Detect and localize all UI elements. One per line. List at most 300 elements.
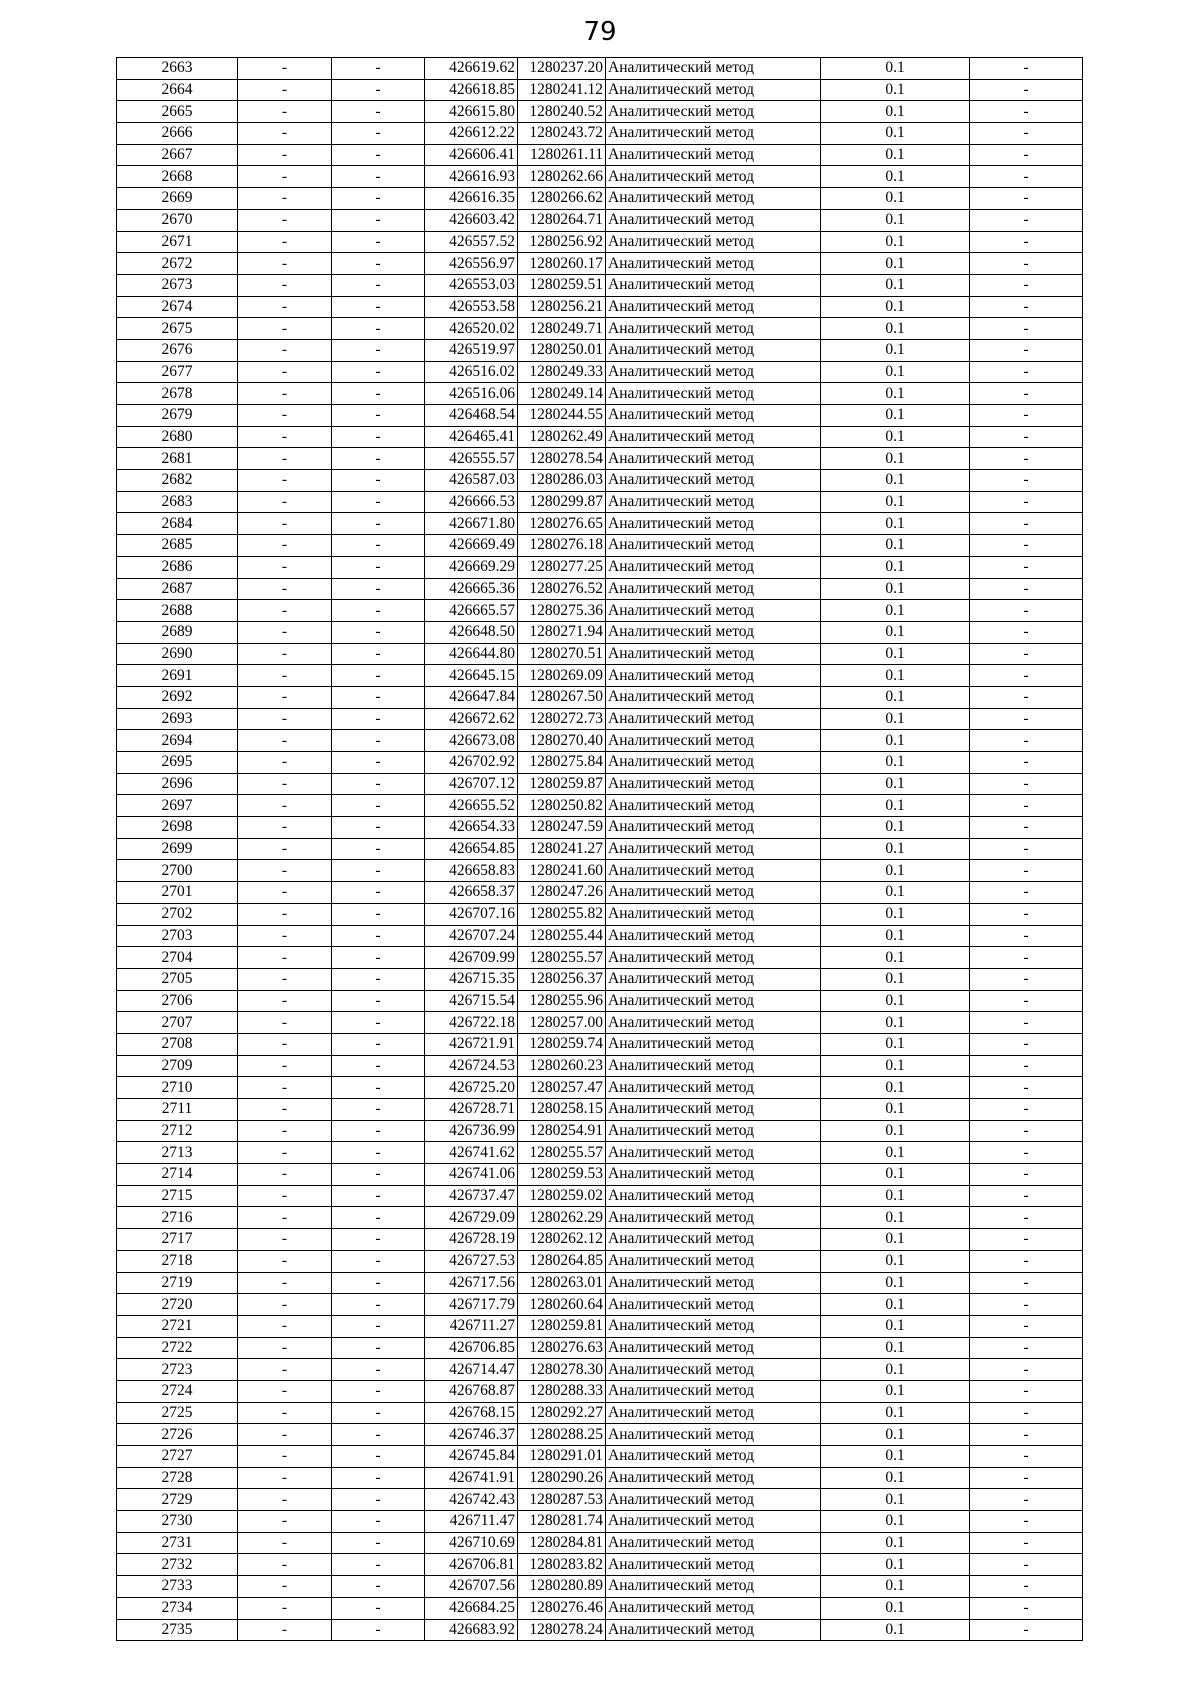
point-number-cell: 2723: [117, 1359, 238, 1381]
y-coordinate-cell: 1280255.57: [518, 947, 606, 969]
page-number: 79: [583, 17, 617, 47]
method-cell: Аналитический метод: [606, 817, 821, 839]
dash-cell: -: [238, 643, 332, 665]
x-coordinate-cell: 426736.99: [425, 1120, 518, 1142]
dash-cell: -: [238, 578, 332, 600]
x-coordinate-cell: 426655.52: [425, 795, 518, 817]
point-number-cell: 2699: [117, 838, 238, 860]
table-row: [117, 1446, 1083, 1468]
point-number-cell: 2691: [117, 665, 238, 687]
dash-cell: -: [970, 1380, 1083, 1402]
accuracy-cell: 0.1: [821, 339, 970, 361]
point-number-cell: 2679: [117, 405, 238, 427]
x-coordinate-cell: 426707.16: [425, 903, 518, 925]
y-coordinate-cell: 1280259.87: [518, 773, 606, 795]
y-coordinate-cell: 1280260.17: [518, 253, 606, 275]
dash-cell: -: [970, 448, 1083, 470]
dash-cell: -: [238, 1294, 332, 1316]
y-coordinate-cell: 1280249.33: [518, 361, 606, 383]
y-coordinate-cell: 1280275.36: [518, 600, 606, 622]
x-coordinate-cell: 426669.29: [425, 556, 518, 578]
table-row: [117, 535, 1083, 557]
x-coordinate-cell: 426714.47: [425, 1359, 518, 1381]
dash-cell: -: [970, 1120, 1083, 1142]
y-coordinate-cell: 1280272.73: [518, 708, 606, 730]
y-coordinate-cell: 1280299.87: [518, 491, 606, 513]
method-cell: Аналитический метод: [606, 838, 821, 860]
dash-cell: -: [332, 795, 425, 817]
point-number-cell: 2709: [117, 1055, 238, 1077]
dash-cell: -: [970, 1012, 1083, 1034]
dash-cell: -: [332, 1532, 425, 1554]
dash-cell: -: [238, 79, 332, 101]
accuracy-cell: 0.1: [821, 426, 970, 448]
x-coordinate-cell: 426553.58: [425, 296, 518, 318]
accuracy-cell: 0.1: [821, 231, 970, 253]
method-cell: Аналитический метод: [606, 58, 821, 80]
dash-cell: -: [970, 58, 1083, 80]
dash-cell: -: [332, 1619, 425, 1641]
x-coordinate-cell: 426742.43: [425, 1489, 518, 1511]
point-number-cell: 2704: [117, 947, 238, 969]
method-cell: Аналитический метод: [606, 296, 821, 318]
y-coordinate-cell: 1280280.89: [518, 1576, 606, 1598]
table-row: [117, 817, 1083, 839]
accuracy-cell: 0.1: [821, 578, 970, 600]
y-coordinate-cell: 1280254.91: [518, 1120, 606, 1142]
dash-cell: -: [238, 339, 332, 361]
point-number-cell: 2700: [117, 860, 238, 882]
coordinates-table: [116, 57, 1083, 1641]
table-row: [117, 123, 1083, 145]
x-coordinate-cell: 426587.03: [425, 470, 518, 492]
accuracy-cell: 0.1: [821, 296, 970, 318]
dash-cell: -: [970, 686, 1083, 708]
accuracy-cell: 0.1: [821, 708, 970, 730]
point-number-cell: 2712: [117, 1120, 238, 1142]
dash-cell: -: [970, 773, 1083, 795]
dash-cell: -: [970, 470, 1083, 492]
x-coordinate-cell: 426745.84: [425, 1446, 518, 1468]
dash-cell: -: [332, 925, 425, 947]
table-row: [117, 1229, 1083, 1251]
method-cell: Аналитический метод: [606, 513, 821, 535]
y-coordinate-cell: 1280276.65: [518, 513, 606, 535]
dash-cell: -: [332, 773, 425, 795]
accuracy-cell: 0.1: [821, 860, 970, 882]
dash-cell: -: [238, 1532, 332, 1554]
table-row: [117, 578, 1083, 600]
x-coordinate-cell: 426728.71: [425, 1099, 518, 1121]
dash-cell: -: [970, 1532, 1083, 1554]
dash-cell: -: [970, 426, 1083, 448]
dash-cell: -: [332, 1120, 425, 1142]
point-number-cell: 2668: [117, 166, 238, 188]
table-row: [117, 209, 1083, 231]
accuracy-cell: 0.1: [821, 1033, 970, 1055]
dash-cell: -: [332, 144, 425, 166]
point-number-cell: 2706: [117, 990, 238, 1012]
dash-cell: -: [238, 947, 332, 969]
point-number-cell: 2681: [117, 448, 238, 470]
table-row: [117, 1294, 1083, 1316]
y-coordinate-cell: 1280291.01: [518, 1446, 606, 1468]
table-row: [117, 643, 1083, 665]
dash-cell: -: [238, 903, 332, 925]
point-number-cell: 2724: [117, 1380, 238, 1402]
table-row: [117, 1033, 1083, 1055]
table-row: [117, 1185, 1083, 1207]
y-coordinate-cell: 1280275.84: [518, 752, 606, 774]
table-row: [117, 621, 1083, 643]
x-coordinate-cell: 426709.99: [425, 947, 518, 969]
accuracy-cell: 0.1: [821, 1077, 970, 1099]
dash-cell: -: [238, 1576, 332, 1598]
dash-cell: -: [332, 990, 425, 1012]
dash-cell: -: [238, 1142, 332, 1164]
accuracy-cell: 0.1: [821, 773, 970, 795]
dash-cell: -: [970, 383, 1083, 405]
accuracy-cell: 0.1: [821, 730, 970, 752]
y-coordinate-cell: 1280255.57: [518, 1142, 606, 1164]
dash-cell: -: [238, 925, 332, 947]
table-row: [117, 686, 1083, 708]
x-coordinate-cell: 426553.03: [425, 274, 518, 296]
table-row: [117, 925, 1083, 947]
point-number-cell: 2719: [117, 1272, 238, 1294]
y-coordinate-cell: 1280263.01: [518, 1272, 606, 1294]
method-cell: Аналитический метод: [606, 1315, 821, 1337]
y-coordinate-cell: 1280288.33: [518, 1380, 606, 1402]
x-coordinate-cell: 426768.87: [425, 1380, 518, 1402]
x-coordinate-cell: 426741.06: [425, 1164, 518, 1186]
y-coordinate-cell: 1280249.14: [518, 383, 606, 405]
table-row: [117, 470, 1083, 492]
method-cell: Аналитический метод: [606, 665, 821, 687]
dash-cell: -: [332, 513, 425, 535]
dash-cell: -: [970, 817, 1083, 839]
dash-cell: -: [332, 838, 425, 860]
y-coordinate-cell: 1280284.81: [518, 1532, 606, 1554]
accuracy-cell: 0.1: [821, 968, 970, 990]
y-coordinate-cell: 1280292.27: [518, 1402, 606, 1424]
method-cell: Аналитический метод: [606, 1337, 821, 1359]
point-number-cell: 2672: [117, 253, 238, 275]
method-cell: Аналитический метод: [606, 405, 821, 427]
dash-cell: -: [238, 470, 332, 492]
dash-cell: -: [332, 535, 425, 557]
point-number-cell: 2665: [117, 101, 238, 123]
x-coordinate-cell: 426647.84: [425, 686, 518, 708]
dash-cell: -: [238, 600, 332, 622]
dash-cell: -: [238, 1012, 332, 1034]
dash-cell: -: [332, 1489, 425, 1511]
accuracy-cell: 0.1: [821, 123, 970, 145]
method-cell: Аналитический метод: [606, 361, 821, 383]
dash-cell: -: [332, 968, 425, 990]
point-number-cell: 2686: [117, 556, 238, 578]
accuracy-cell: 0.1: [821, 1532, 970, 1554]
dash-cell: -: [238, 1511, 332, 1533]
dash-cell: -: [970, 405, 1083, 427]
dash-cell: -: [332, 209, 425, 231]
table-row: [117, 730, 1083, 752]
accuracy-cell: 0.1: [821, 1142, 970, 1164]
table-row: [117, 274, 1083, 296]
y-coordinate-cell: 1280260.64: [518, 1294, 606, 1316]
method-cell: Аналитический метод: [606, 752, 821, 774]
dash-cell: -: [238, 686, 332, 708]
x-coordinate-cell: 426741.91: [425, 1467, 518, 1489]
dash-cell: -: [238, 1033, 332, 1055]
dash-cell: -: [238, 1272, 332, 1294]
method-cell: Аналитический метод: [606, 318, 821, 340]
x-coordinate-cell: 426648.50: [425, 621, 518, 643]
dash-cell: -: [238, 1619, 332, 1641]
table-row: [117, 882, 1083, 904]
table-row: [117, 600, 1083, 622]
table-row: [117, 1576, 1083, 1598]
dash-cell: -: [238, 491, 332, 513]
y-coordinate-cell: 1280247.26: [518, 882, 606, 904]
table-row: [117, 1511, 1083, 1533]
dash-cell: -: [970, 838, 1083, 860]
dash-cell: -: [970, 339, 1083, 361]
point-number-cell: 2727: [117, 1446, 238, 1468]
dash-cell: -: [970, 209, 1083, 231]
accuracy-cell: 0.1: [821, 58, 970, 80]
y-coordinate-cell: 1280259.81: [518, 1315, 606, 1337]
dash-cell: -: [970, 556, 1083, 578]
dash-cell: -: [332, 578, 425, 600]
x-coordinate-cell: 426683.92: [425, 1619, 518, 1641]
method-cell: Аналитический метод: [606, 578, 821, 600]
method-cell: Аналитический метод: [606, 231, 821, 253]
x-coordinate-cell: 426658.37: [425, 882, 518, 904]
dash-cell: -: [238, 1250, 332, 1272]
x-coordinate-cell: 426644.80: [425, 643, 518, 665]
y-coordinate-cell: 1280241.27: [518, 838, 606, 860]
dash-cell: -: [332, 1272, 425, 1294]
x-coordinate-cell: 426671.80: [425, 513, 518, 535]
x-coordinate-cell: 426618.85: [425, 79, 518, 101]
dash-cell: -: [970, 535, 1083, 557]
table-row: [117, 405, 1083, 427]
dash-cell: -: [970, 101, 1083, 123]
method-cell: Аналитический метод: [606, 1207, 821, 1229]
point-number-cell: 2710: [117, 1077, 238, 1099]
x-coordinate-cell: 426707.12: [425, 773, 518, 795]
dash-cell: -: [238, 1120, 332, 1142]
table-row: [117, 773, 1083, 795]
table-row: [117, 556, 1083, 578]
dash-cell: -: [238, 621, 332, 643]
dash-cell: -: [238, 795, 332, 817]
point-number-cell: 2698: [117, 817, 238, 839]
accuracy-cell: 0.1: [821, 383, 970, 405]
table-row: [117, 231, 1083, 253]
x-coordinate-cell: 426728.19: [425, 1229, 518, 1251]
dash-cell: -: [238, 231, 332, 253]
dash-cell: -: [970, 1250, 1083, 1272]
dash-cell: -: [970, 1164, 1083, 1186]
x-coordinate-cell: 426555.57: [425, 448, 518, 470]
point-number-cell: 2713: [117, 1142, 238, 1164]
method-cell: Аналитический метод: [606, 1229, 821, 1251]
y-coordinate-cell: 1280241.60: [518, 860, 606, 882]
dash-cell: -: [238, 1597, 332, 1619]
point-number-cell: 2677: [117, 361, 238, 383]
dash-cell: -: [238, 426, 332, 448]
table-row: [117, 1597, 1083, 1619]
y-coordinate-cell: 1280259.74: [518, 1033, 606, 1055]
point-number-cell: 2702: [117, 903, 238, 925]
accuracy-cell: 0.1: [821, 1424, 970, 1446]
dash-cell: -: [970, 1619, 1083, 1641]
method-cell: Аналитический метод: [606, 1532, 821, 1554]
point-number-cell: 2731: [117, 1532, 238, 1554]
point-number-cell: 2693: [117, 708, 238, 730]
y-coordinate-cell: 1280257.00: [518, 1012, 606, 1034]
dash-cell: -: [238, 1207, 332, 1229]
x-coordinate-cell: 426727.53: [425, 1250, 518, 1272]
method-cell: Аналитический метод: [606, 1250, 821, 1272]
y-coordinate-cell: 1280261.11: [518, 144, 606, 166]
method-cell: Аналитический метод: [606, 1033, 821, 1055]
y-coordinate-cell: 1280256.92: [518, 231, 606, 253]
table-row: [117, 1207, 1083, 1229]
dash-cell: -: [238, 1467, 332, 1489]
dash-cell: -: [970, 990, 1083, 1012]
dash-cell: -: [238, 1446, 332, 1468]
dash-cell: -: [238, 58, 332, 80]
dash-cell: -: [332, 361, 425, 383]
dash-cell: -: [970, 730, 1083, 752]
method-cell: Аналитический метод: [606, 383, 821, 405]
dash-cell: -: [970, 1424, 1083, 1446]
dash-cell: -: [970, 621, 1083, 643]
table-row: [117, 1402, 1083, 1424]
dash-cell: -: [332, 1315, 425, 1337]
y-coordinate-cell: 1280244.55: [518, 405, 606, 427]
table-row: [117, 1142, 1083, 1164]
y-coordinate-cell: 1280255.96: [518, 990, 606, 1012]
y-coordinate-cell: 1280287.53: [518, 1489, 606, 1511]
y-coordinate-cell: 1280276.52: [518, 578, 606, 600]
dash-cell: -: [332, 58, 425, 80]
dash-cell: -: [332, 1380, 425, 1402]
dash-cell: -: [332, 860, 425, 882]
dash-cell: -: [238, 1099, 332, 1121]
dash-cell: -: [238, 752, 332, 774]
y-coordinate-cell: 1280259.53: [518, 1164, 606, 1186]
dash-cell: -: [238, 1554, 332, 1576]
table-row: [117, 903, 1083, 925]
method-cell: Аналитический метод: [606, 209, 821, 231]
dash-cell: -: [332, 708, 425, 730]
point-number-cell: 2716: [117, 1207, 238, 1229]
dash-cell: -: [332, 166, 425, 188]
x-coordinate-cell: 426768.15: [425, 1402, 518, 1424]
accuracy-cell: 0.1: [821, 188, 970, 210]
y-coordinate-cell: 1280264.71: [518, 209, 606, 231]
table-row: [117, 1099, 1083, 1121]
dash-cell: -: [332, 274, 425, 296]
method-cell: Аналитический метод: [606, 1294, 821, 1316]
method-cell: Аналитический метод: [606, 1424, 821, 1446]
point-number-cell: 2705: [117, 968, 238, 990]
point-number-cell: 2714: [117, 1164, 238, 1186]
dash-cell: -: [970, 1446, 1083, 1468]
x-coordinate-cell: 426725.20: [425, 1077, 518, 1099]
method-cell: Аналитический метод: [606, 925, 821, 947]
y-coordinate-cell: 1280243.72: [518, 123, 606, 145]
point-number-cell: 2694: [117, 730, 238, 752]
y-coordinate-cell: 1280266.62: [518, 188, 606, 210]
dash-cell: -: [238, 1055, 332, 1077]
dash-cell: -: [332, 296, 425, 318]
table-row: [117, 58, 1083, 80]
method-cell: Аналитический метод: [606, 470, 821, 492]
dash-cell: -: [238, 882, 332, 904]
x-coordinate-cell: 426729.09: [425, 1207, 518, 1229]
dash-cell: -: [238, 448, 332, 470]
accuracy-cell: 0.1: [821, 665, 970, 687]
dash-cell: -: [970, 1142, 1083, 1164]
y-coordinate-cell: 1280259.02: [518, 1185, 606, 1207]
dash-cell: -: [970, 1511, 1083, 1533]
dash-cell: -: [332, 253, 425, 275]
dash-cell: -: [238, 274, 332, 296]
table-row: [117, 188, 1083, 210]
accuracy-cell: 0.1: [821, 1511, 970, 1533]
dash-cell: -: [332, 123, 425, 145]
dash-cell: -: [970, 296, 1083, 318]
accuracy-cell: 0.1: [821, 1402, 970, 1424]
dash-cell: -: [970, 318, 1083, 340]
table-row: [117, 795, 1083, 817]
method-cell: Аналитический метод: [606, 1055, 821, 1077]
dash-cell: -: [970, 1099, 1083, 1121]
point-number-cell: 2680: [117, 426, 238, 448]
dash-cell: -: [332, 1207, 425, 1229]
method-cell: Аналитический метод: [606, 535, 821, 557]
accuracy-cell: 0.1: [821, 1120, 970, 1142]
accuracy-cell: 0.1: [821, 925, 970, 947]
x-coordinate-cell: 426665.57: [425, 600, 518, 622]
table-row: [117, 1380, 1083, 1402]
point-number-cell: 2721: [117, 1315, 238, 1337]
y-coordinate-cell: 1280247.59: [518, 817, 606, 839]
x-coordinate-cell: 426516.06: [425, 383, 518, 405]
dash-cell: -: [332, 621, 425, 643]
table-row: [117, 1055, 1083, 1077]
y-coordinate-cell: 1280257.47: [518, 1077, 606, 1099]
table-row: [117, 708, 1083, 730]
x-coordinate-cell: 426724.53: [425, 1055, 518, 1077]
dash-cell: -: [970, 752, 1083, 774]
table-row: [117, 1164, 1083, 1186]
dash-cell: -: [970, 1576, 1083, 1598]
accuracy-cell: 0.1: [821, 1359, 970, 1381]
accuracy-cell: 0.1: [821, 1554, 970, 1576]
table-row: [117, 491, 1083, 513]
dash-cell: -: [970, 1359, 1083, 1381]
x-coordinate-cell: 426645.15: [425, 665, 518, 687]
accuracy-cell: 0.1: [821, 1012, 970, 1034]
x-coordinate-cell: 426741.62: [425, 1142, 518, 1164]
method-cell: Аналитический метод: [606, 1554, 821, 1576]
